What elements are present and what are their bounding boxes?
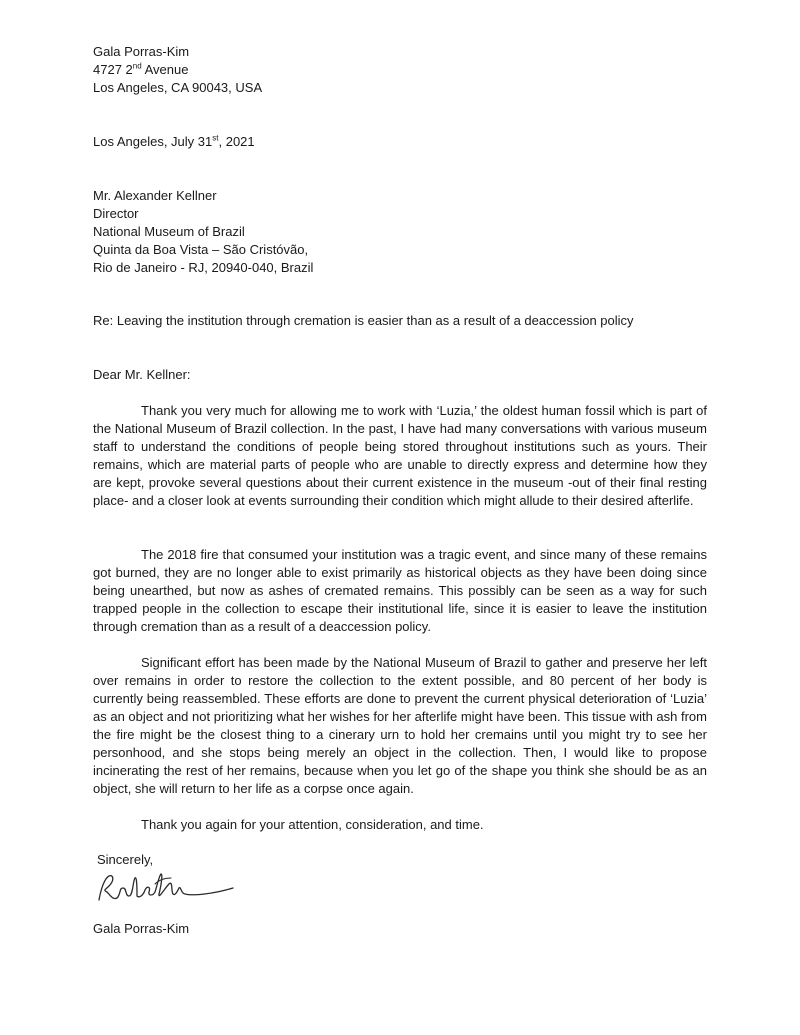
recipient-name: Mr. Alexander Kellner bbox=[93, 188, 217, 203]
recipient-street: Quinta da Boa Vista – São Cristóvão, bbox=[93, 242, 309, 257]
handwritten-signature bbox=[93, 866, 243, 910]
recipient-title: Director bbox=[93, 206, 139, 221]
recipient-address bbox=[93, 187, 313, 277]
recipient-institution: National Museum of Brazil bbox=[93, 224, 245, 239]
body-paragraph-3: Significant effort has been made by the National Museum of Brazil to gather and preserve her left over remains in order to restore the collection to the extent possible, and 80 percent of her body is currently being reassembled. These efforts are done to prevent the current physical deterioration of ‘Luzia’ as an object and not prioritizing what her wishes for her afterlife might have been. This tissue with ash from the fire might be the closest thing to a cinerary urn to hold her cremains until you might try to see her personhood, and she stops being merely an object in the collection. Then, I would like to propose incinerating the rest of her remains, because when you let go of the shape you think she should be as an object, she will return to her life as a corpse once again. bbox=[93, 655, 707, 796]
sender-name: Gala Porras-Kim bbox=[93, 44, 190, 59]
salutation: Dear Mr. Kellner: bbox=[93, 367, 191, 382]
body-paragraph-2: The 2018 fire that consumed your institution was a tragic event, and since many of these remains got burned, they are no longer able to exist primarily as historical objects as they have been doing since being unearthed, but now as ashes of cremated remains. This possibly can be seen as a way for such trapped people in the collection to escape their institutional life, since it is easier to leave the institution through cremation than as a result of a deaccession policy. bbox=[93, 547, 707, 634]
body-paragraph-4: Thank you again for your attention, consideration, and time. bbox=[141, 817, 484, 832]
letter-date: Los Angeles, July 31st, 2021 bbox=[93, 133, 255, 149]
recipient-city: Rio de Janeiro - RJ, 20940-040, Brazil bbox=[93, 260, 314, 275]
sender-address bbox=[93, 43, 262, 97]
subject-line: Re: Leaving the institution through cremation is easier than as a result of a deaccession policy bbox=[93, 313, 634, 328]
body-paragraph-1: Thank you very much for allowing me to work with ‘Luzia,’ the oldest human fossil which is part of the National Museum of Brazil collection. In the past, I have had many conversations with various museum staff to understand the conditions of people being stored throughout institutions such as yours. Their remains, which are material parts of people who are unable to directly express and determine how they are kept, provoke several questions about their current existence in the museum -out of their final resting place- and a closer look at events surrounding their condition which might allude to their desired afterlife. bbox=[93, 403, 707, 508]
closing: Sincerely, bbox=[97, 852, 154, 867]
signer-name: Gala Porras-Kim bbox=[93, 921, 190, 936]
sender-street: 4727 2nd Avenue bbox=[93, 61, 189, 77]
sender-city: Los Angeles, CA 90043, USA bbox=[93, 80, 263, 95]
